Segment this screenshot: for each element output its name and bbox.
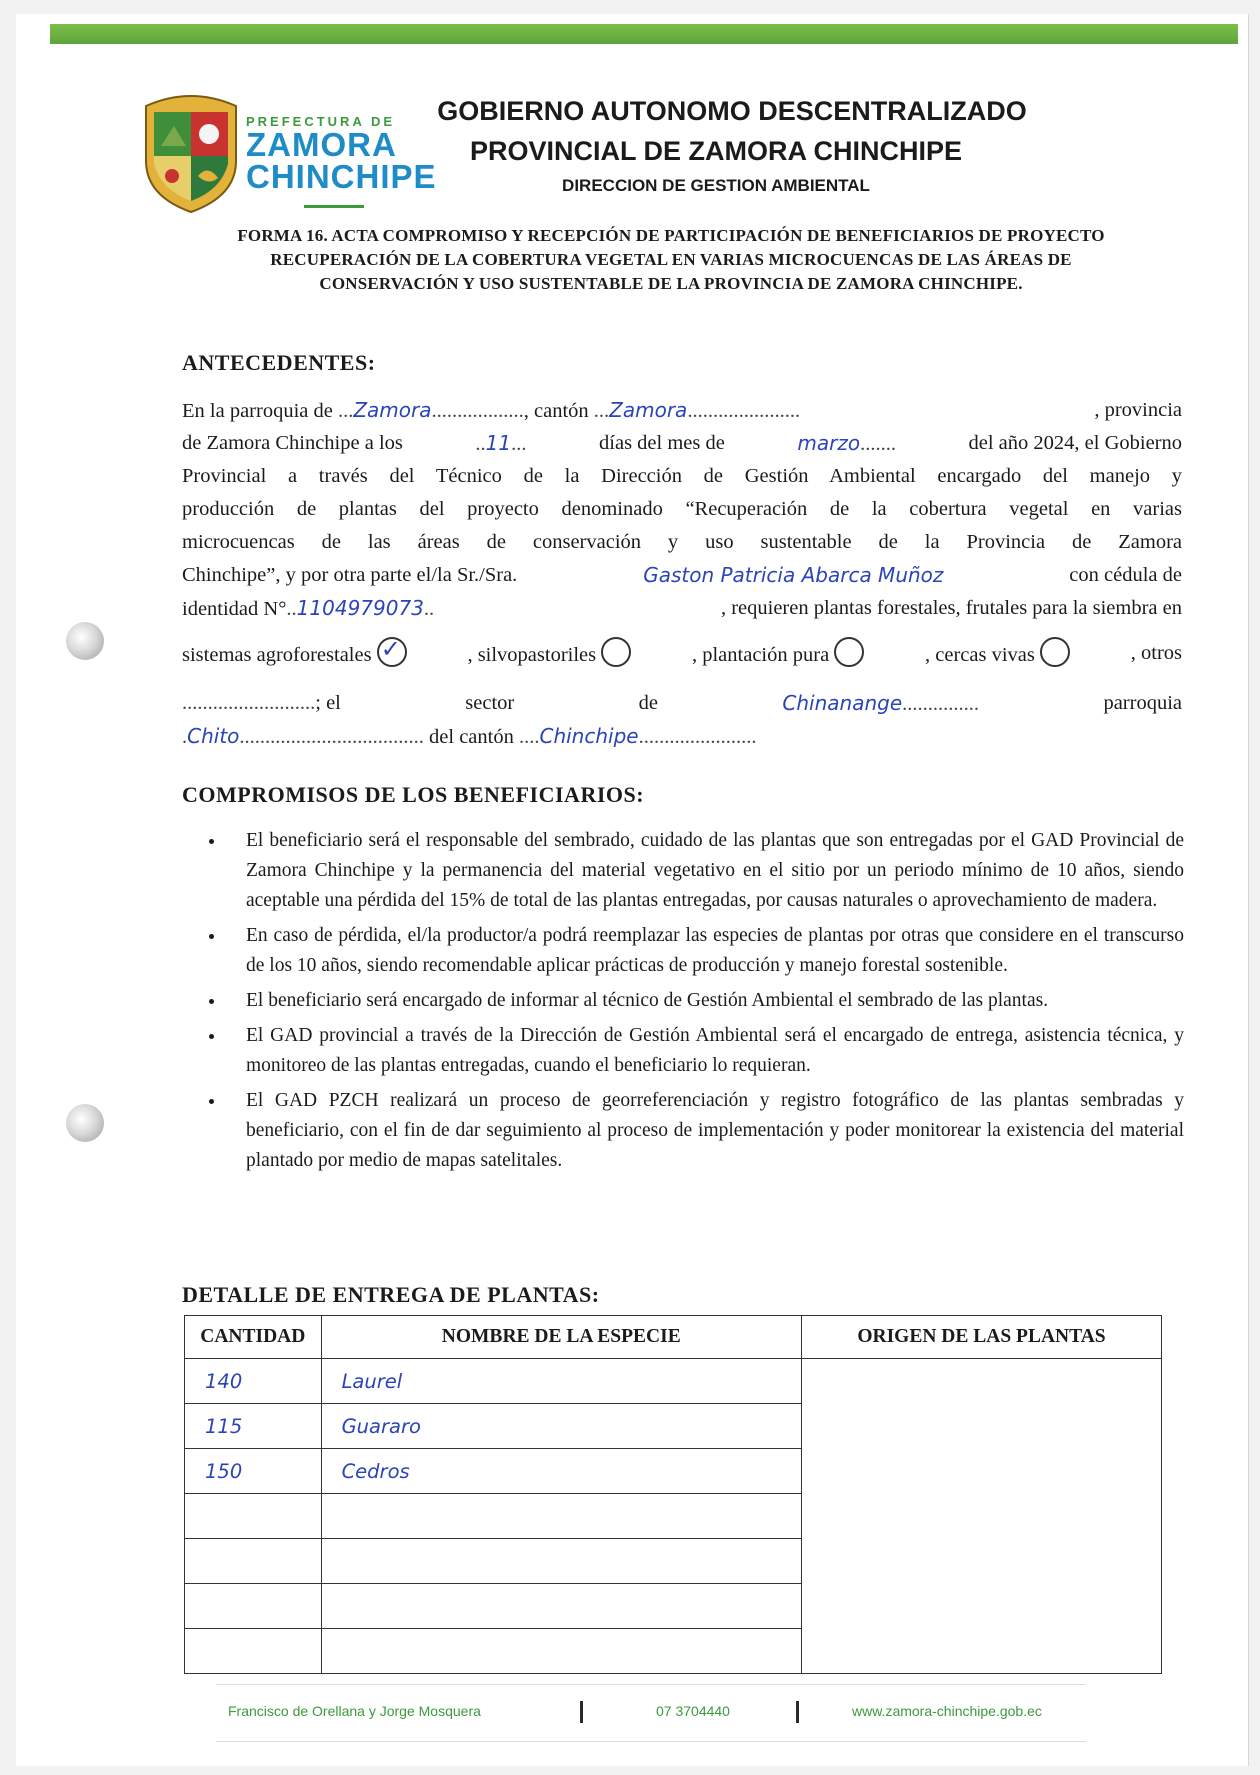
brand-prefix: PREFECTURA DE bbox=[246, 114, 396, 129]
field-canton[interactable]: Zamora bbox=[609, 398, 688, 422]
label-anio: del año 2024, el Gobierno bbox=[968, 432, 1182, 454]
label-identidad: identidad N° bbox=[182, 598, 287, 620]
cell-cantidad[interactable]: 115 bbox=[185, 1404, 322, 1449]
document-page bbox=[16, 14, 1249, 1766]
field-nombre[interactable]: Gaston Patricia Abarca Muñoz bbox=[643, 563, 944, 587]
cell-especie[interactable] bbox=[321, 1584, 801, 1629]
punch-hole bbox=[66, 1104, 104, 1142]
line-nombre bbox=[182, 559, 1182, 592]
field-canton2[interactable]: Chinchipe bbox=[539, 724, 639, 748]
prefecture-shield-logo bbox=[136, 86, 246, 216]
top-green-bar bbox=[50, 24, 1238, 44]
option-agroforestales-checked[interactable] bbox=[377, 637, 407, 667]
label-agroforestales: sistemas agroforestales bbox=[182, 644, 372, 666]
label-canton: , cantón bbox=[523, 400, 589, 422]
table-row bbox=[185, 1359, 1162, 1404]
form-title-line1: FORMA 16. ACTA COMPROMISO Y RECEPCIÓN DE PARTICIPACIÓN DE BENEFICIARIOS DE PROYECTO bbox=[237, 226, 1105, 245]
field-mes[interactable]: marzo bbox=[797, 431, 861, 455]
compromisos-heading: COMPROMISOS DE LOS BENEFICIARIOS: bbox=[182, 782, 645, 807]
list-item: • El beneficiario será encargado de informar al técnico de Gestión Ambiental el sembrado de las plantas. bbox=[226, 986, 1184, 1016]
option-silvopastoriles[interactable] bbox=[601, 637, 631, 667]
cell-cantidad[interactable] bbox=[185, 1539, 322, 1584]
footer-address: Francisco de Orellana y Jorge Mosquera bbox=[228, 1703, 481, 1719]
gov-title-line1: GOBIERNO AUTONOMO DESCENTRALIZADO bbox=[437, 96, 1027, 126]
plants-table bbox=[184, 1315, 1162, 1674]
table-header-row bbox=[185, 1316, 1162, 1359]
cell-especie[interactable]: Laurel bbox=[321, 1359, 801, 1404]
field-parroquia2[interactable]: Chito bbox=[187, 724, 240, 748]
cell-especie[interactable]: Cedros bbox=[321, 1449, 801, 1494]
field-dias[interactable]: 11 bbox=[485, 431, 512, 455]
line-sistemas bbox=[182, 625, 1182, 683]
checkmark-icon: ✓ bbox=[380, 635, 401, 663]
line-cedula: identidad N°..1104979073.. , requieren plantas forestales, frutales para la siembra en bbox=[182, 592, 1182, 625]
label-sr-sra: Chinchipe”, y por otra parte el/la Sr./Sra. bbox=[182, 564, 518, 586]
field-cedula[interactable]: 1104979073 bbox=[296, 596, 424, 620]
footer-website-link[interactable]: www.zamora-chinchipe.gob.ec bbox=[852, 1703, 1042, 1719]
form-title-line3: CONSERVACIÓN Y USO SUSTENTABLE DE LA PROVINCIA DE ZAMORA CHINCHIPE. bbox=[319, 274, 1023, 293]
antecedentes-paragraph bbox=[182, 394, 1182, 753]
footer-phone: 07 3704440 bbox=[656, 1703, 730, 1719]
footer-separator bbox=[796, 1701, 799, 1723]
label-mes: días del mes de bbox=[599, 432, 725, 454]
text-line4: producción de plantas del proyecto denominado “Recuperación de la cobertura vegetal en varias bbox=[182, 498, 1182, 520]
cell-cantidad[interactable]: 150 bbox=[185, 1449, 322, 1494]
line-sector: ..........................; el sector de Chinanange............... parroquia bbox=[182, 683, 1182, 720]
form-title bbox=[166, 224, 1176, 296]
cell-especie[interactable] bbox=[321, 1629, 801, 1674]
compromisos-list bbox=[204, 826, 1184, 1181]
cell-cantidad[interactable]: 140 bbox=[185, 1359, 322, 1404]
cell-cantidad[interactable] bbox=[185, 1494, 322, 1539]
label-provincia: , provincia bbox=[1094, 399, 1182, 421]
page-footer bbox=[216, 1684, 1086, 1742]
label-sector: sector bbox=[465, 692, 515, 714]
text-line5: microcuencas de las áreas de conservación y uso sustentable de la Provincia de Zamora bbox=[182, 531, 1182, 553]
label-parroquia: En la parroquia de bbox=[182, 400, 333, 422]
line-parroquia: En la parroquia de ...Zamora.................., cantón ...Zamora...................... , provincia bbox=[182, 394, 1182, 427]
cell-origen[interactable] bbox=[801, 1359, 1161, 1674]
list-item: • El GAD PZCH realizará un proceso de georreferenciación y registro fotográfico de las plantas sembradas y beneficiario, con el fin de dar seguimiento al proceso de implementación y poder monitorear la existencia del material plantado por medio de mapas satelitales. bbox=[226, 1086, 1184, 1176]
text-line3: Provincial a través del Técnico de la Dirección de Gestión Ambiental encargado del manejo y bbox=[182, 465, 1182, 487]
punch-hole bbox=[66, 622, 104, 660]
label-plantacion-pura: , plantación pura bbox=[691, 644, 830, 666]
label-de: de bbox=[638, 692, 658, 714]
cell-especie[interactable] bbox=[321, 1494, 801, 1539]
list-item: • El beneficiario será el responsable del sembrado, cuidado de las plantas que son entregadas por el GAD Provincial de Zamora Chinchipe y la permanencia del material vegetativo en el sitio por un periodo mínimo de 10 años, siendo aceptable una pérdida del 15% de total de las plantas entregadas, por causas naturales o aprovechamiento de madera. bbox=[226, 826, 1184, 916]
antecedentes-heading: ANTECEDENTES: bbox=[182, 350, 376, 375]
line-fecha: de Zamora Chinchipe a los ..11... días del mes de marzo....... del año 2024, el Gobierno bbox=[182, 427, 1182, 460]
field-parroquia[interactable]: Zamora bbox=[353, 398, 432, 422]
detalle-heading: DETALLE DE ENTREGA DE PLANTAS: bbox=[182, 1282, 600, 1307]
brand-line2: CHINCHIPE bbox=[246, 158, 437, 195]
cell-especie[interactable]: Guararo bbox=[321, 1404, 801, 1449]
brand-underline bbox=[304, 205, 364, 208]
label-parroquia2: parroquia bbox=[1103, 692, 1182, 714]
col-cantidad: CANTIDAD bbox=[185, 1316, 322, 1359]
gov-title-line2: PROVINCIAL DE ZAMORA CHINCHIPE bbox=[469, 136, 963, 166]
label-del-canton: del cantón bbox=[429, 726, 514, 748]
form-title-line2: RECUPERACIÓN DE LA COBERTURA VEGETAL EN VARIAS MICROCUENCAS DE LAS ÁREAS DE bbox=[270, 250, 1072, 269]
gov-title-line3: DIRECCION DE GESTION AMBIENTAL bbox=[562, 176, 870, 195]
footer-separator bbox=[580, 1701, 583, 1723]
cell-cantidad[interactable] bbox=[185, 1629, 322, 1674]
cell-especie[interactable] bbox=[321, 1539, 801, 1584]
col-origen: ORIGEN DE LAS PLANTAS bbox=[801, 1316, 1161, 1359]
field-sector[interactable]: Chinanange bbox=[782, 691, 903, 715]
label-requieren: , requieren plantas forestales, frutales para la siembra en bbox=[720, 597, 1182, 619]
label-el: ; el bbox=[315, 692, 341, 714]
label-otros: , otros bbox=[1130, 642, 1182, 664]
label-los: de Zamora Chinchipe a los bbox=[182, 432, 403, 454]
list-item: • En caso de pérdida, el/la productor/a podrá reemplazar las especies de plantas por otras que considere en el transcurso de los 10 años, siendo recomendable aplicar prácticas de producción y manejo forestal sostenible. bbox=[226, 921, 1184, 981]
label-cedula: con cédula de bbox=[1069, 564, 1182, 586]
option-plantacion-pura[interactable] bbox=[834, 637, 864, 667]
option-cercas-vivas[interactable] bbox=[1040, 637, 1070, 667]
line-canton: .Chito.................................... del cantón ....Chinchipe....................... bbox=[182, 724, 757, 748]
cell-cantidad[interactable] bbox=[185, 1584, 322, 1629]
list-item: • El GAD provincial a través de la Dirección de Gestión Ambiental será el encargado de entrega, asistencia técnica, y monitoreo de las plantas entregadas, cuando el beneficiario lo requieran. bbox=[226, 1021, 1184, 1081]
col-especie: NOMBRE DE LA ESPECIE bbox=[321, 1316, 801, 1359]
label-silvopastoriles: , silvopastoriles bbox=[467, 644, 597, 666]
brand-line1: ZAMORA bbox=[246, 126, 397, 163]
label-cercas-vivas: , cercas vivas bbox=[925, 644, 1035, 666]
